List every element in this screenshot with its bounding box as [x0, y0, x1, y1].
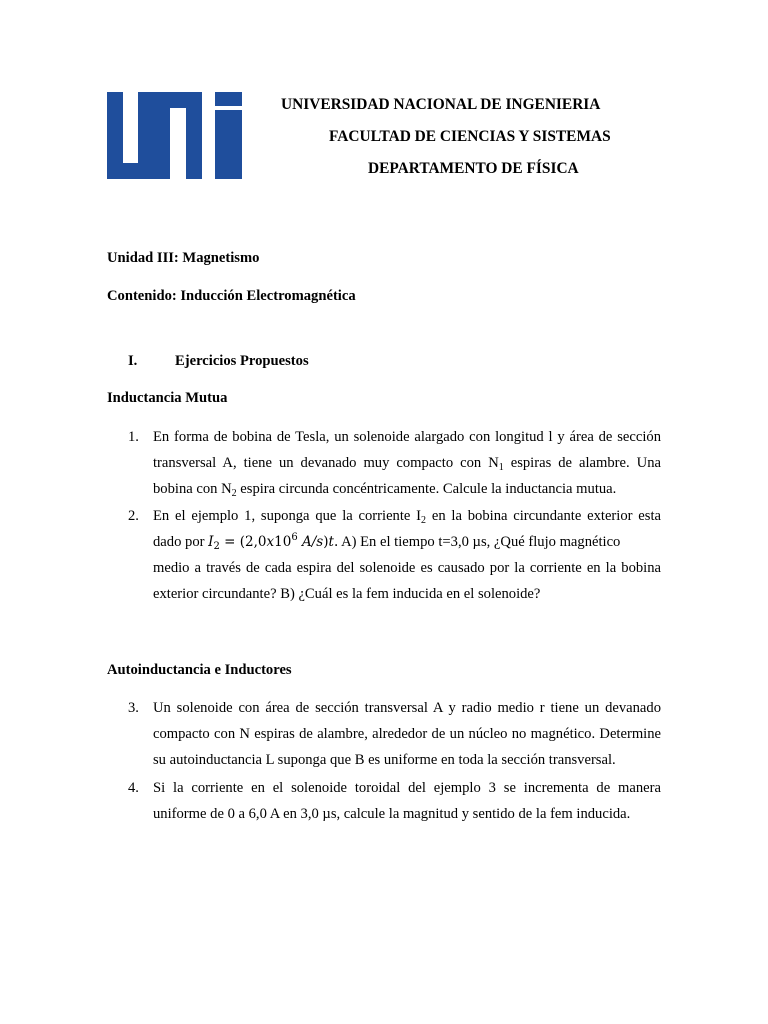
university-name: UNIVERSIDAD NACIONAL DE INGENIERIA: [281, 96, 601, 113]
exercise-line: En el ejemplo 1, suponga que la corriente $I_2$ en la bobina circundante exterior esta: [153, 508, 661, 526]
exercise-line: bobina con $N_2$ espira circunda concéntricamente. Calcule la inductancia mutua.: [153, 481, 617, 499]
exercise-line: En forma de bobina de Tesla, un solenoide alargado con longitud l y área de sección: [153, 429, 661, 445]
exercise-text: [153, 429, 661, 507]
exercise-number: 2.: [128, 508, 139, 524]
exercise-line: Un solenoide con área de sección transversal A y radio medio r tiene un devanado: [153, 700, 661, 716]
current-equation: $I_2 = (2,0x10^6$ A/s)t.: [208, 532, 339, 552]
section-numeral: I.: [128, 353, 138, 369]
exercise-number: 3.: [128, 700, 139, 716]
exercise-line: Si la corriente en el solenoide toroidal del ejemplo 3 se incrementa de manera: [153, 780, 661, 796]
exercise-line: compacto con N espiras de alambre, alrededor de un núcleo no magnético. Determine: [153, 726, 661, 742]
exercise-line: exterior circundante? B) ¿Cuál es la fem inducida en el solenoide?: [153, 586, 541, 602]
unit-title: Unidad III: Magnetismo: [107, 250, 260, 266]
department-name: DEPARTAMENTO DE FÍSICA: [368, 160, 579, 177]
exercise-text: [153, 780, 661, 832]
exercise-line: dado por $I_2 = (2,0x10^6$ A/s)t. A) En el tiempo t=3,0 µs, ¿Qué flujo magnético: [153, 532, 621, 552]
faculty-name: FACULTAD DE CIENCIAS Y SISTEMAS: [329, 128, 611, 145]
exercise-line: transversal A, tiene un devanado muy compacto con $N_1$ espiras de alambre. Una: [153, 455, 661, 473]
content-title: Contenido: Inducción Electromagnética: [107, 288, 356, 304]
section-title: Ejercicios Propuestos: [175, 353, 309, 369]
exercise-line: uniforme de 0 a 6,0 A en 3,0 µs, calcule la magnitud y sentido de la fem inducida.: [153, 806, 631, 822]
exercise-text: [153, 700, 661, 778]
exercise-line: medio a través de cada espira del solenoide es causado por la corriente en la bobina: [153, 560, 661, 576]
exercise-text: [153, 508, 661, 612]
subsection-heading: Inductancia Mutua: [107, 390, 228, 406]
subsection-heading: Autoinductancia e Inductores: [107, 662, 292, 678]
exercise-number: 4.: [128, 780, 139, 796]
exercise-line: su autoinductancia L suponga que B es uniforme en toda la sección transversal.: [153, 752, 616, 768]
exercise-number: 1.: [128, 429, 139, 445]
university-logo: [107, 92, 242, 179]
